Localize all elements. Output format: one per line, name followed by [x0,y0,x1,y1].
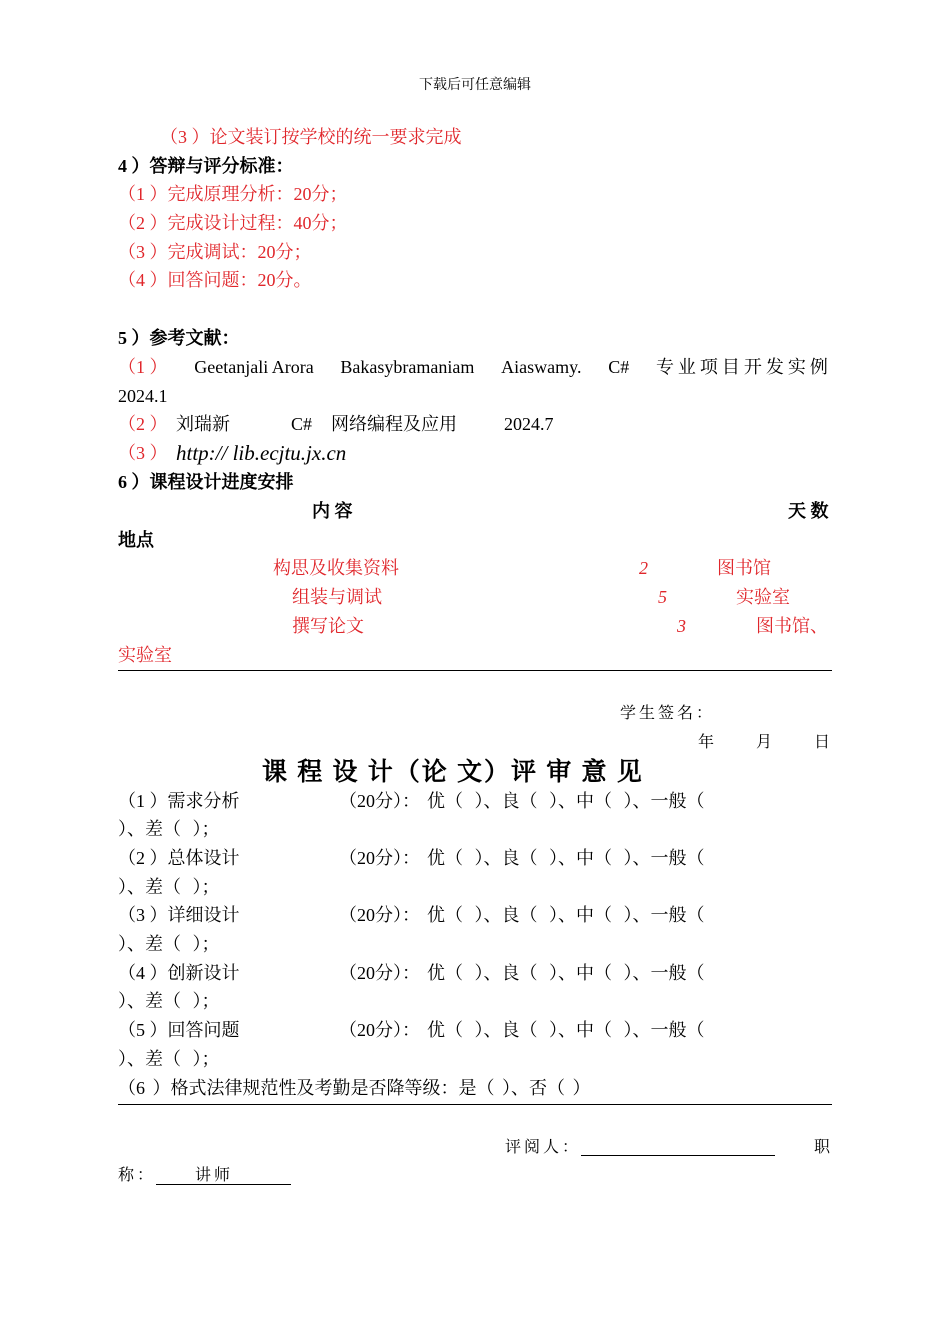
criterion-score: （20分）： [339,848,420,868]
criterion-score: （20分）： [339,963,420,983]
ref1-date: 2024.1 [118,386,168,406]
sec5-heading: 5 ）参考文献： [118,328,240,348]
student-sign-label: 学生签名： [620,705,716,722]
schedule-row-place: 图书馆 [717,558,771,578]
divider [118,1104,832,1105]
review-title: 课 程 设 计（论 文）评 审 意 见 [262,759,644,786]
schedule-col-place: 地点 [118,530,154,550]
ref1-lang: C# [608,357,630,377]
criterion-label: （4 ）创新设计 [118,963,240,983]
criterion-grades-wrap: ）、差（ ）； [118,877,220,897]
date-month: 月 [756,734,773,751]
criterion-grades: 优（ ）、良（ ）、中（ ）、一般（ [427,963,705,983]
schedule-row-place: 图书馆、 [756,616,828,636]
criterion-grades: 优（ ）、良（ ）、中（ ）、一般（ [427,1020,705,1040]
ref2-date: 2024.7 [504,414,554,434]
schedule-col-days: 天 数 [788,501,829,521]
schedule-row-content: 撰写论文 [292,616,364,636]
ref1-title: 专业项目开发实例 [655,357,832,377]
date-year: 年 [698,734,715,751]
sec3-item3: （3 ）论文装订按学校的统一要求完成 [160,127,462,147]
divider [118,670,832,671]
title-value: 讲师 [195,1167,234,1184]
criterion-score: （20分）： [339,905,420,925]
criterion-score: （20分）： [339,791,420,811]
ref3-number: （3 ） [118,443,168,463]
header-note: 下载后可任意编辑 [419,78,531,93]
schedule-row-content: 构思及收集资料 [273,558,399,578]
sec4-item: （1 ）完成原理分析：20分； [118,184,348,204]
schedule-row-days: 5 [658,587,667,607]
schedule-row-content: 组装与调试 [292,587,382,607]
criterion-grades: 优（ ）、良（ ）、中（ ）、一般（ [427,791,705,811]
criterion-grades-wrap: ）、差（ ）； [118,934,220,954]
criterion-label: （3 ）详细设计 [118,905,240,925]
sec6-heading: 6 ）课程设计进度安排 [118,472,294,492]
criterion-grades: 优（ ）、良（ ）、中（ ）、一般（ [427,905,705,925]
ref3-url: http:// lib.ecjtu.jx.cn [176,441,347,465]
reference-1 [118,355,832,379]
criterion-grades: 优（ ）、良（ ）、中（ ）、一般（ [427,848,705,868]
date-day: 日 [814,734,831,751]
ref1-author2a: Bakasybramaniam [340,357,475,377]
reviewer-signature-line [581,1155,775,1156]
schedule-row-place: 实验室 [736,587,790,607]
criterion-label: （2 ）总体设计 [118,848,240,868]
title-label-a: 职 [814,1139,831,1156]
criterion-label: （5 ）回答问题 [118,1020,240,1040]
schedule-row-days: 3 [677,616,686,636]
criterion-label: （1 ）需求分析 [118,791,240,811]
schedule-row-place-wrap: 实验室 [118,645,172,665]
ref2-title: 网络编程及应用 [331,414,457,434]
sec4-item: （2 ）完成设计过程：40分； [118,213,348,233]
ref2-number: （2 ） [118,414,168,434]
ref1-author2b: Aiaswamy. [501,357,582,377]
ref2-author: 刘瑞新 [176,414,230,434]
schedule-row-days: 2 [639,558,648,578]
criterion-score: （20分）： [339,1020,420,1040]
sec4-heading: 4 ）答辩与评分标准： [118,156,294,176]
criterion-6: （6 ）格式法律规范性及考勤是否降等级：是（ ）、否（ ） [118,1078,591,1098]
title-label-b: 称： [118,1167,157,1184]
sec4-item: （3 ）完成调试：20分； [118,242,312,262]
criterion-grades-wrap: ）、差（ ）； [118,1049,220,1069]
criterion-grades-wrap: ）、差（ ）； [118,991,220,1011]
title-underline [156,1184,291,1185]
ref1-author1: Geetanjali Arora [194,357,314,377]
ref2-lang: C# [291,414,313,434]
sec4-item: （4 ）回答问题：20分。 [118,270,312,290]
criterion-grades-wrap: ）、差（ ）； [118,819,220,839]
ref1-number: （1 ） [118,357,168,377]
reviewer-label: 评阅人： [505,1139,582,1156]
schedule-col-content: 内 容 [312,501,353,521]
